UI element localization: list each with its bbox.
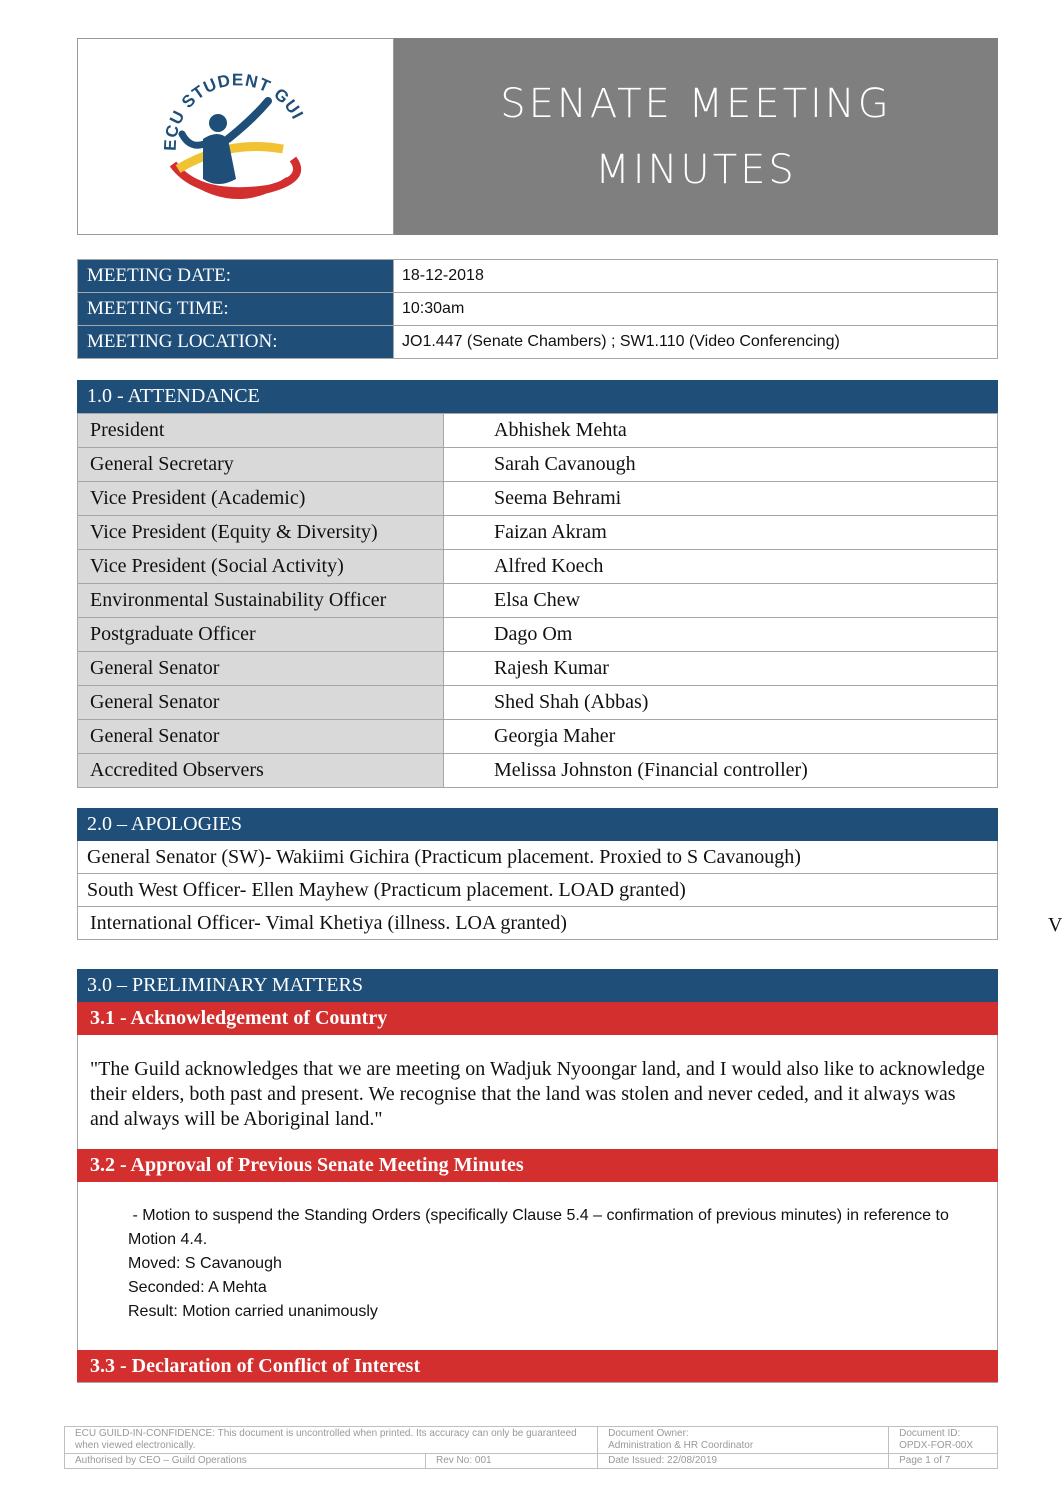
- motion-seconded: Seconded: A Mehta: [128, 1279, 267, 1296]
- attendance-row: [78, 652, 998, 686]
- footer-docid: [889, 1427, 998, 1454]
- attendance-name: Elsa Chew: [444, 584, 998, 618]
- attendance-role: Vice President (Equity & Diversity): [78, 516, 444, 550]
- apology-row: [77, 874, 998, 907]
- title-line-1: SENATE MEETING: [500, 80, 892, 127]
- preliminary-heading: 3.0 – PRELIMINARY MATTERS: [77, 969, 998, 1002]
- attendance-row: [78, 686, 998, 720]
- attendance-row: [78, 584, 998, 618]
- acknowledgement-body: [77, 1035, 998, 1149]
- acknowledgement-heading: 3.1 - Acknowledgement of Country: [77, 1002, 998, 1035]
- conflict-of-interest-heading: 3.3 - Declaration of Conflict of Interest: [77, 1350, 998, 1383]
- attendance-name: Melissa Johnston (Financial controller): [444, 754, 998, 788]
- attendance-role: Accredited Observers: [78, 754, 444, 788]
- apologies-heading: 2.0 – APOLOGIES: [77, 808, 998, 841]
- meeting-date-label: MEETING DATE:: [78, 260, 394, 293]
- footer-table: [64, 1426, 998, 1469]
- title-line-2: MINUTES: [595, 146, 797, 193]
- meeting-date-value: 18-12-2018: [394, 260, 998, 293]
- attendance-role: Postgraduate Officer: [78, 618, 444, 652]
- footer-owner-value: Administration & HR Coordinator: [608, 1440, 754, 1451]
- document-title: [500, 71, 891, 203]
- meeting-time-label: MEETING TIME:: [78, 293, 394, 326]
- footer-docid-label: Document ID:: [899, 1428, 961, 1439]
- acknowledgement-text: "The Guild acknowledges that we are meeting on Wadjuk Nyoongar land, and I would also like to acknowledge their elders, both past and present. We recognise that the land was stolen and never ceded, and it always was and always will be Aboriginal land.": [90, 1058, 985, 1130]
- meeting-info-table: [77, 259, 998, 359]
- attendance-name: Georgia Maher: [444, 720, 998, 754]
- footer-page: Page 1 of 7: [889, 1454, 998, 1469]
- title-banner: [394, 38, 998, 235]
- attendance-row: [78, 516, 998, 550]
- motion-moved: Moved: S Cavanough: [128, 1255, 282, 1272]
- ecu-student-guild-logo: [78, 39, 393, 234]
- motion-text: - Motion to suspend the Standing Orders (specifically Clause 5.4 – confirmation of previous minutes) in reference to Motion 4.4.: [128, 1207, 954, 1248]
- attendance-name: Seema Behrami: [444, 482, 998, 516]
- attendance-role: General Secretary: [78, 448, 444, 482]
- meeting-time-row: [78, 293, 998, 326]
- attendance-role: General Senator: [78, 720, 444, 754]
- motion-details: [78, 1182, 997, 1324]
- attendance-section: [77, 380, 998, 788]
- preliminary-section: [77, 969, 998, 1383]
- attendance-table: [77, 413, 998, 788]
- document-footer: [64, 1426, 998, 1469]
- meeting-location-value: JO1.447 (Senate Chambers) ; SW1.110 (Video Conferencing): [394, 326, 998, 359]
- attendance-name: Sarah Cavanough: [444, 448, 998, 482]
- attendance-row: [78, 414, 998, 448]
- meeting-location-label: MEETING LOCATION:: [78, 326, 394, 359]
- meeting-location-row: [78, 326, 998, 359]
- apology-text: South West Officer- Ellen Mayhew (Practicum placement. LOAD granted): [87, 878, 686, 901]
- attendance-role: General Senator: [78, 652, 444, 686]
- attendance-name: Shed Shah (Abbas): [444, 686, 998, 720]
- motion-result: Result: Motion carried unanimously: [128, 1303, 378, 1320]
- attendance-name: Abhishek Mehta: [444, 414, 998, 448]
- footer-owner: [598, 1427, 889, 1454]
- attendance-row: [78, 754, 998, 788]
- attendance-name: Dago Om: [444, 618, 998, 652]
- attendance-role: Environmental Sustainability Officer: [78, 584, 444, 618]
- apologies-section: [77, 808, 998, 940]
- logo-text: ECU STUDENT GUI: [160, 70, 308, 152]
- footer-owner-label: Document Owner:: [608, 1428, 689, 1439]
- attendance-role: President: [78, 414, 444, 448]
- meeting-date-row: [78, 260, 998, 293]
- attendance-row: [78, 720, 998, 754]
- apology-overflow-text: V: [1048, 914, 1062, 936]
- attendance-name: Rajesh Kumar: [444, 652, 998, 686]
- approval-minutes-heading: 3.2 - Approval of Previous Senate Meeting Minutes: [77, 1149, 998, 1182]
- apology-row: [77, 841, 998, 874]
- footer-docid-value: OPDX-FOR-00X: [899, 1440, 973, 1451]
- attendance-row: [78, 482, 998, 516]
- attendance-role: Vice President (Academic): [78, 482, 444, 516]
- apology-text: International Officer- Vimal Khetiya (illness. LOA granted): [90, 911, 567, 934]
- apology-text: General Senator (SW)- Wakiimi Gichira (Practicum placement. Proxied to S Cavanough): [87, 845, 801, 868]
- attendance-role: General Senator: [78, 686, 444, 720]
- attendance-name: Faizan Akram: [444, 516, 998, 550]
- attendance-row: [78, 550, 998, 584]
- approval-minutes-body: [77, 1182, 998, 1350]
- attendance-name: Alfred Koech: [444, 550, 998, 584]
- footer-rev: Rev No: 001: [426, 1454, 598, 1469]
- attendance-row: [78, 618, 998, 652]
- footer-issued: Date Issued: 22/08/2019: [598, 1454, 889, 1469]
- logo-box: [77, 38, 394, 235]
- attendance-heading: 1.0 - ATTENDANCE: [77, 380, 998, 413]
- meeting-time-value: 10:30am: [394, 293, 998, 326]
- attendance-role: Vice President (Social Activity): [78, 550, 444, 584]
- footer-confidential: ECU GUILD-IN-CONFIDENCE: This document is uncontrolled when printed. Its accuracy can only be guaranteed when viewed electronically.: [65, 1427, 598, 1454]
- apology-row: [77, 907, 998, 940]
- attendance-row: [78, 448, 998, 482]
- footer-authorised: Authorised by CEO – Guild Operations: [65, 1454, 426, 1469]
